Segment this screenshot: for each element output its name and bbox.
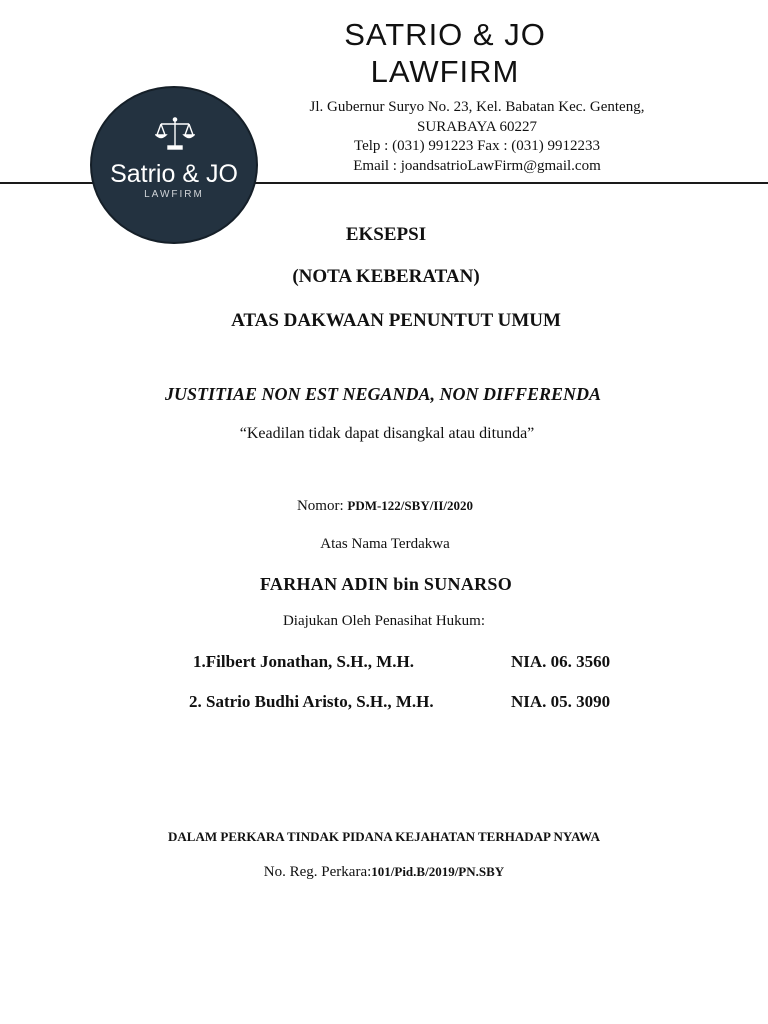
title-nota-keberatan: (NOTA KEBERATAN) — [292, 266, 480, 287]
nomor-value: PDM-122/SBY/II/2020 — [347, 498, 474, 513]
case-registration — [0, 864, 768, 881]
email: Email : joandsatrioLawFirm@gmail.com — [353, 158, 601, 174]
address-line2: SURABAYA 60227 — [417, 119, 537, 135]
document-number — [0, 498, 768, 515]
reg-value: 101/Pid.B/2019/PN.SBY — [371, 864, 505, 879]
on-behalf-label: Atas Nama Terdakwa — [320, 536, 450, 552]
counsel-1-nia: NIA. 06. 3560 — [511, 652, 611, 671]
firm-name-line2: LAWFIRM — [370, 54, 520, 89]
nomor-label: Nomor: — [296, 498, 348, 514]
logo-sub: LAWFIRM — [144, 189, 204, 200]
motto-translation: “Keadilan tidak dapat disangkal atau ditunda” — [239, 425, 535, 442]
scales-of-justice-icon — [155, 116, 195, 152]
latin-motto: JUSTITIAE NON EST NEGANDA, NON DIFFERENDA — [164, 384, 602, 404]
logo-name: Satrio & JO — [110, 160, 238, 188]
firm-logo — [90, 86, 258, 244]
reg-label: No. Reg. Perkara: — [263, 864, 372, 880]
submitted-by-label: Diajukan Oleh Penasihat Hukum: — [282, 613, 486, 629]
address-line1: Jl. Gubernur Suryo No. 23, Kel. Babatan Kec. Genteng, — [309, 99, 645, 115]
counsel-2-name: 2. Satrio Budhi Aristo, S.H., M.H. — [189, 692, 434, 711]
title-atas-dakwaan: ATAS DAKWAAN PENUNTUT UMUM — [231, 310, 561, 331]
title-eksepsi: EKSEPSI — [345, 224, 427, 245]
case-description: DALAM PERKARA TINDAK PIDANA KEJAHATAN TERHADAP NYAWA — [168, 829, 600, 844]
counsel-2-nia: NIA. 05. 3090 — [511, 692, 611, 711]
firm-name — [240, 16, 650, 90]
defendant-name: FARHAN ADIN bin SUNARSO — [259, 574, 513, 594]
counsel-1-name: 1.Filbert Jonathan, S.H., M.H. — [193, 652, 415, 671]
phone-fax: Telp : (031) 991223 Fax : (031) 9912233 — [353, 138, 600, 154]
firm-name-line1: SATRIO & JO — [344, 17, 546, 52]
